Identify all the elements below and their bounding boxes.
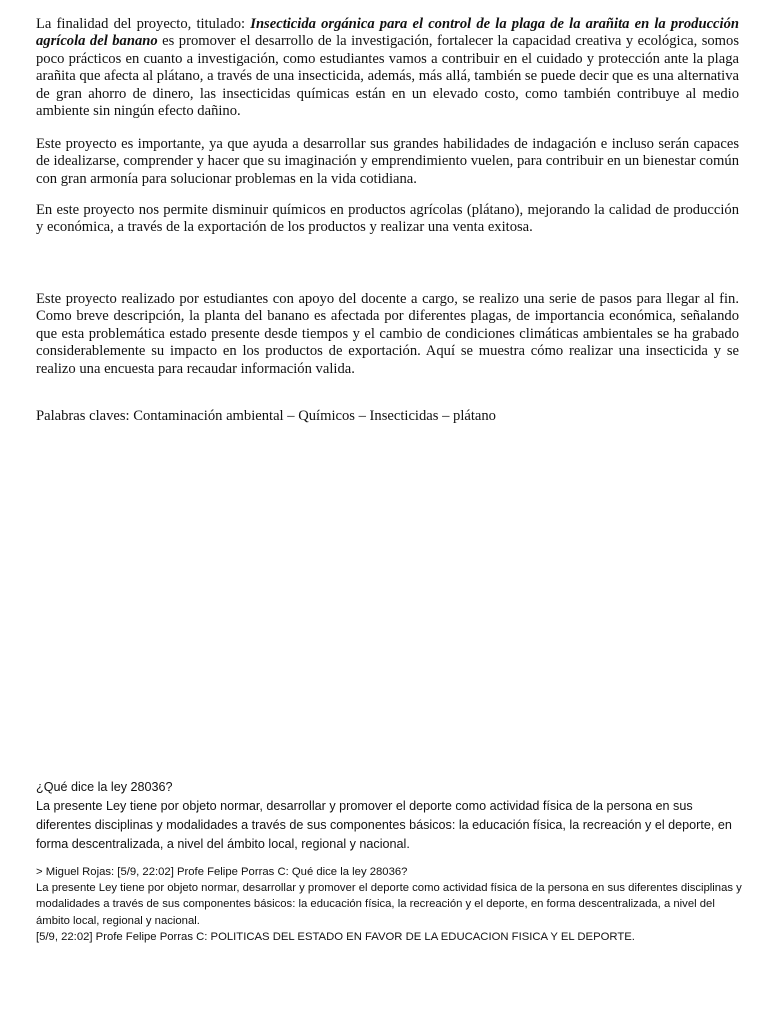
law-question: ¿Qué dice la ley 28036?	[36, 780, 173, 794]
keywords-line: Palabras claves: Contaminación ambiental – Químicos – Insecticidas – plátano	[36, 408, 496, 424]
quoted-message-body: La presente Ley tiene por objeto normar, desarrollar y promover el deporte como actividad física de la persona en sus diferentes disciplinas y modalidades a través de sus componentes básicos: la educación física, la recreación y el deporte, en forma descentralizada, a nivel del ámbito local, regional y nacional.	[36, 882, 742, 927]
intro-paragraph	[36, 16, 739, 120]
intro-lead: La finalidad del proyecto, titulado:	[36, 16, 251, 32]
summary-paragraph: Este proyecto realizado por estudiantes con apoyo del docente a cargo, se realizo una serie de pasos para llegar al fin. Como breve descripción, la planta del banano es afectada por diferentes plagas, de importancia económica, señalando que esta problemática estado presente desde tiempos y el cambio de condiciones climáticas ambientales se ha grabado considerablemente su impacto en los productos de exportación. Aquí se muestra cómo realizar una insecticida y se realizo una encuesta para recaudar información valida.	[36, 291, 739, 377]
intro-rest: es promover el desarrollo de la investigación, fortalecer la capacidad creativa y ecológica, somos poco prácticos en cuanto a investigación, como estudiantes vamos a contribuir en el cuidado y protección ante la plaga arañita que afecta al plátano, a través de una insecticida, además, más allá, también se puede decir que es una alternativa de gran ahorro de dinero, las insecticidas químicas están en un elevado costo, como también contribuye al medio ambiente sin ningún efecto dañino.	[36, 33, 739, 120]
chat-message: [5/9, 22:02] Profe Felipe Porras C: POLITICAS DEL ESTADO EN FAVOR DE LA EDUCACION FISICA Y EL DEPORTE.	[36, 930, 635, 943]
chat-message-block	[36, 864, 748, 945]
project-title: Insecticida orgánica para el control de la plaga de la arañita en la producción agrícola del banano	[36, 16, 739, 50]
law-question-block	[36, 778, 739, 854]
importance-paragraph: Este proyecto es importante, ya que ayuda a desarrollar sus grandes habilidades de indagación e incluso serán capaces de idealizarse, comprender y hacer que su imaginación y emprendimiento vuelen, para contribuir en un bienestar común con gran armonía para solucionar problemas en la vida cotidiana.	[36, 136, 739, 187]
quoted-message-header: > Miguel Rojas: [5/9, 22:02] Profe Felipe Porras C: Qué dice la ley 28036?	[36, 866, 408, 878]
reduce-chemicals-paragraph: En este proyecto nos permite disminuir químicos en productos agrícolas (plátano), mejorando la calidad de producción y económica, a través de la exportación de los productos y realizar una venta exitosa.	[36, 202, 739, 236]
law-answer: La presente Ley tiene por objeto normar, desarrollar y promover el deporte como actividad física de la persona en sus diferentes disciplinas y modalidades a través de sus componentes básicos: la educación física, la recreación y el deporte, en forma descentralizada, a nivel del ámbito local, regional y nacional.	[36, 799, 732, 851]
